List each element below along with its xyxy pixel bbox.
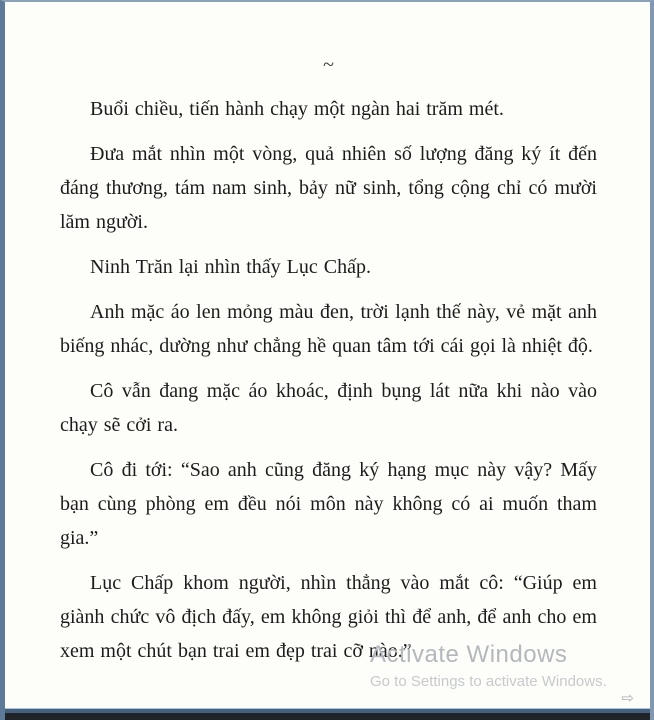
watermark-subtitle: Go to Settings to activate Windows. — [370, 673, 607, 690]
paragraph: Cô đi tới: “Sao anh cũng đăng ký hạng mục này vậy? Mấy bạn cùng phòng em đều nói môn này không có ai muốn tham gia.” — [60, 459, 597, 549]
paragraph: Anh mặc áo len mỏng màu đen, trời lạnh thế này, vẻ mặt anh biếng nhác, dường như chẳng hề quan tâm tới cái gọi là nhiệt độ. — [60, 301, 597, 357]
section-break-ornament: ~ — [323, 54, 334, 76]
paragraph: Đưa mắt nhìn một vòng, quả nhiên số lượng đăng ký ít đến đáng thương, tám nam sinh, bảy nữ sinh, tổng cộng chỉ có mười lăm người. — [60, 143, 597, 233]
paragraph: Cô vẫn đang mặc áo khoác, định bụng lát nữa khi nào vào chạy sẽ cởi ra. — [60, 380, 597, 436]
bottom-dark-bar — [5, 713, 650, 720]
watermark-title: Activate Windows — [370, 641, 568, 668]
paragraph: Ninh Trăn lại nhìn thấy Lục Chấp. — [90, 256, 371, 278]
paragraph: Buổi chiều, tiến hành chạy một ngàn hai trăm mét. — [90, 98, 504, 120]
page-content — [10, 4, 646, 708]
paragraph: Lục Chấp khom người, nhìn thẳng vào mắt cô: “Giúp em giành chức vô địch đấy, em không giỏi thì để anh, để anh cho em xem một chút bạn trai em đẹp trai cỡ nào.” — [60, 572, 597, 662]
arrow-cursor-icon: ⇨ — [621, 689, 634, 707]
